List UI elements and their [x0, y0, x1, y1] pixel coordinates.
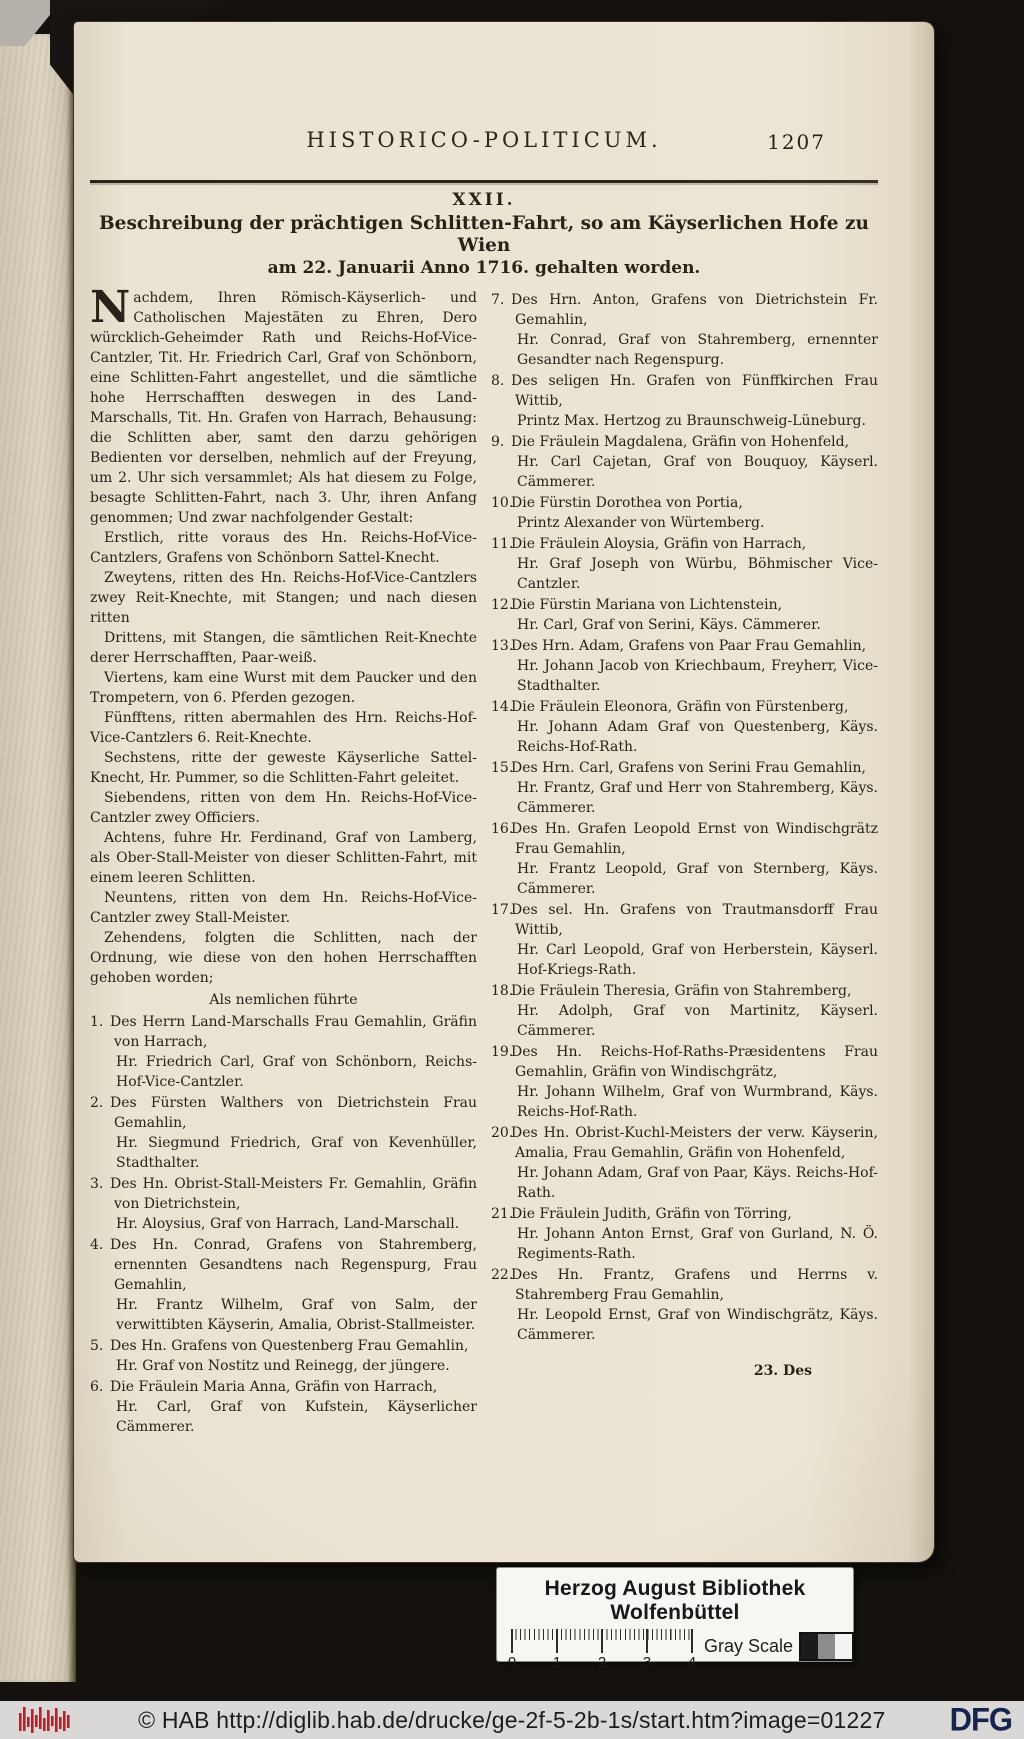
- section-number: XXII.: [452, 190, 516, 210]
- article-title-line2: am 22. Januarii Anno 1716. gehalten worden.: [267, 258, 701, 278]
- dfg-logo: DFG: [949, 1701, 1012, 1738]
- pair-number: 1.: [90, 1014, 104, 1030]
- pair-item: [491, 758, 878, 818]
- pair-item: [491, 1123, 878, 1203]
- pair-gentleman: Hr. Siegmund Friedrich, Graf von Kevenhüller, Stadthalter.: [116, 1135, 477, 1171]
- pair-gentleman: Hr. Carl, Graf von Serini, Käys. Cämmerer.: [517, 617, 821, 633]
- pair-number: 8.: [491, 373, 505, 389]
- pair-item: [90, 1093, 477, 1173]
- pair-item: [90, 1235, 477, 1335]
- pair-lady: Des Hn. Obrist-Stall-Meisters Fr. Gemahlin, Gräfin von Dietrichstein,: [110, 1176, 477, 1212]
- pair-number: 21.: [491, 1206, 514, 1222]
- ordinal-paragraph: Fünfftens, ritten abermahlen des Hrn. Reichs-Hof-Vice-Cantzlers 6. Reit-Knechte.: [90, 710, 477, 746]
- pair-item: [90, 1336, 477, 1376]
- header-rule: [90, 180, 878, 183]
- pair-item: [491, 432, 878, 492]
- right-column: [491, 288, 878, 1438]
- pair-gentleman: Hr. Johann Jacob von Kriechbaum, Freyherr, Vice-Stadthalter.: [517, 658, 878, 694]
- pair-gentleman: Printz Max. Hertzog zu Braunschweig-Lüneburg.: [517, 413, 866, 429]
- pair-item: [491, 1042, 878, 1122]
- pair-lady: Des Hn. Frantz, Grafens und Herrns v. Stahremberg Frau Gemahlin,: [511, 1267, 878, 1303]
- centimeter-ruler: [507, 1629, 697, 1671]
- pair-item: [491, 493, 878, 533]
- pair-lady: Des Hn. Grafen Leopold Ernst von Windischgrätz Frau Gemahlin,: [511, 821, 878, 857]
- pair-item: [491, 595, 878, 635]
- pair-item: [491, 371, 878, 431]
- pair-gentleman: Hr. Johann Adam, Graf von Paar, Käys. Reichs-Hof-Rath.: [517, 1165, 878, 1201]
- pair-item: [491, 636, 878, 696]
- pair-gentleman: Hr. Carl, Graf von Kufstein, Käyserlicher Cämmerer.: [116, 1399, 477, 1435]
- pair-lady: Die Fräulein Eleonora, Gräfin von Fürstenberg,: [511, 699, 849, 715]
- pair-gentleman: Hr. Leopold Ernst, Graf von Windischgrätz, Käys. Cämmerer.: [517, 1307, 878, 1343]
- pair-number: 18.: [491, 983, 514, 999]
- pair-lady: Des Herrn Land-Marschalls Frau Gemahlin, Gräfin von Harrach,: [110, 1014, 477, 1050]
- hab-logo-icon: [18, 1705, 74, 1735]
- pair-lady: Des Hrn. Carl, Grafens von Serini Frau Gemahlin,: [511, 760, 866, 776]
- pair-item: [491, 1265, 878, 1345]
- pair-lady: Des Hn. Obrist-Kuchl-Meisters der verw. Käyserin, Amalia, Frau Gemahlin, Gräfin von Hohenfeld,: [511, 1125, 878, 1161]
- pair-gentleman: Printz Alexander von Würtemberg.: [517, 515, 765, 531]
- ordinal-paragraph: Sechstens, ritte der geweste Käyserliche Sattel-Knecht, Hr. Pummer, so die Schlitten-Fahrt geleitet.: [90, 750, 477, 786]
- pair-number: 14.: [491, 699, 514, 715]
- pair-gentleman: Hr. Johann Wilhelm, Graf von Wurmbrand, Käys. Reichs-Hof-Rath.: [517, 1084, 878, 1120]
- pair-number: 9.: [491, 434, 505, 450]
- pair-gentleman: Hr. Conrad, Graf von Stahremberg, ernennter Gesandter nach Regenspurg.: [517, 332, 878, 368]
- article-title-line1: Beschreibung der prächtigen Schlitten-Fahrt, so am Käyserlichen Hofe zu Wien: [99, 213, 869, 256]
- gray-scale-patches: [799, 1632, 854, 1661]
- pair-lady: Des seligen Hn. Grafen von Fünffkirchen Frau Wittib,: [511, 373, 878, 409]
- pair-lady: Des Hn. Grafens von Questenberg Frau Gemahlin,: [110, 1338, 469, 1354]
- ordinal-paragraph: Neuntens, ritten von dem Hn. Reichs-Hof-Vice-Cantzler zwey Stall-Meister.: [90, 890, 477, 926]
- gray-scale-label: Gray Scale: [704, 1636, 794, 1656]
- pair-item: [491, 534, 878, 594]
- pair-item: [90, 1174, 477, 1234]
- page-header: [90, 128, 878, 158]
- ordinal-paragraph: Zweytens, ritten des Hn. Reichs-Hof-Vice-Cantzlers zwey Reit-Knechte, mit Stangen; und nach diesen ritten: [90, 570, 477, 626]
- pair-number: 20.: [491, 1125, 514, 1141]
- pair-item: [491, 900, 878, 980]
- footer-bar: [0, 1701, 1024, 1739]
- pair-number: 3.: [90, 1176, 104, 1192]
- article-title: [90, 213, 878, 279]
- pair-number: 7.: [491, 292, 505, 308]
- page-number: 1207: [767, 130, 826, 154]
- pair-item: [491, 697, 878, 757]
- left-column: [90, 282, 477, 1438]
- ordinal-paragraphs: [90, 528, 477, 988]
- pair-lady: Die Fräulein Judith, Gräfin von Törring,: [511, 1206, 792, 1222]
- pair-number: 2.: [90, 1095, 104, 1111]
- pair-number: 6.: [90, 1379, 104, 1395]
- book-page: [74, 22, 934, 1562]
- pair-number: 10.: [491, 495, 514, 511]
- pair-lady: Des Hn. Conrad, Grafens von Stahremberg, ernennten Gesandtens nach Regenspurg, Frau Gemahlin,: [110, 1237, 477, 1293]
- pair-lady: Die Fräulein Maria Anna, Gräfin von Harrach,: [110, 1379, 438, 1395]
- patch-gray: [818, 1634, 835, 1659]
- library-name: Herzog August Bibliothek Wolfenbüttel: [544, 1577, 806, 1624]
- pair-number: 11.: [491, 536, 514, 552]
- pair-number: 17.: [491, 902, 514, 918]
- pair-lady: Des Hrn. Adam, Grafens von Paar Frau Gemahlin,: [511, 638, 867, 654]
- drop-cap: N: [90, 282, 131, 333]
- pair-lady: Des Hn. Reichs-Hof-Raths-Præsidentens Frau Gemahlin, Gräfin von Windischgrätz,: [511, 1044, 878, 1080]
- pair-item: [491, 819, 878, 899]
- library-label: [497, 1568, 853, 1671]
- list-heading: Als nemlichen führte: [209, 992, 358, 1008]
- ordinal-paragraph: Viertens, kam eine Wurst mit dem Paucker und den Trompetern, von 6. Pferden gezogen.: [90, 670, 477, 706]
- pair-gentleman: Hr. Frantz Wilhelm, Graf von Salm, der verwittibten Käyserin, Amalia, Obrist-Stallmeister.: [116, 1297, 477, 1333]
- ruler-number: 0: [507, 1654, 517, 1671]
- ordinal-paragraph: Erstlich, ritte voraus des Hn. Reichs-Hof-Vice-Cantzlers, Grafens von Schönborn Sattel-Knecht.: [90, 530, 477, 566]
- copyright-url: © HAB http://diglib.hab.de/drucke/ge-2f-5-2b-1s/start.htm?image=01227: [138, 1706, 886, 1733]
- pair-item: [491, 981, 878, 1041]
- pair-lady: Die Fräulein Magdalena, Gräfin von Hohenfeld,: [511, 434, 850, 450]
- ordinal-paragraph: Siebendens, ritten von dem Hn. Reichs-Hof-Vice-Cantzler zwey Officiers.: [90, 790, 477, 826]
- pair-lady: Die Fräulein Theresia, Gräfin von Stahremberg,: [511, 983, 852, 999]
- pair-gentleman: Hr. Graf Joseph von Würbu, Böhmischer Vice-Cantzler.: [517, 556, 878, 592]
- pair-gentleman: Hr. Frantz Leopold, Graf von Sternberg, Käys. Cämmerer.: [517, 861, 878, 897]
- pair-gentleman: Hr. Aloysius, Graf von Harrach, Land-Marschall.: [116, 1216, 460, 1232]
- patch-white: [835, 1634, 852, 1659]
- adjacent-page-edge: [0, 34, 76, 1682]
- pair-lady: Die Fräulein Aloysia, Gräfin von Harrach,: [511, 536, 807, 552]
- pair-lady: Die Fürstin Dorothea von Portia,: [511, 495, 743, 511]
- ruler-number: 4: [687, 1654, 697, 1671]
- ruler-number: 3: [642, 1654, 652, 1671]
- pair-number: 13.: [491, 638, 514, 654]
- pair-item: [90, 1012, 477, 1092]
- pair-gentleman: Hr. Carl Leopold, Graf von Herberstein, Käyserl. Hof-Kriegs-Rath.: [517, 942, 878, 978]
- pair-item: [491, 1204, 878, 1264]
- pair-number: 12.: [491, 597, 514, 613]
- pair-gentleman: Hr. Frantz, Graf und Herr von Stahremberg, Käys. Cämmerer.: [517, 780, 878, 816]
- pair-lady: Des Fürsten Walthers von Dietrichstein Frau Gemahlin,: [110, 1095, 477, 1131]
- pairs-list-right: [491, 290, 878, 1345]
- pair-gentleman: Hr. Johann Adam Graf von Questenberg, Käys. Reichs-Hof-Rath.: [517, 719, 878, 755]
- pair-lady: Des Hrn. Anton, Grafens von Dietrichstein Fr. Gemahlin,: [511, 292, 878, 328]
- pair-lady: Die Fürstin Mariana von Lichtenstein,: [511, 597, 783, 613]
- pairs-list-left: [90, 1012, 477, 1437]
- intro-paragraph: [90, 282, 477, 528]
- pair-gentleman: Hr. Graf von Nostitz und Reinegg, der jüngere.: [116, 1358, 450, 1374]
- pair-item: [491, 290, 878, 370]
- text-columns: [90, 282, 878, 1438]
- catchword: 23. Des: [753, 1363, 812, 1379]
- ordinal-paragraph: Achtens, fuhre Hr. Ferdinand, Graf von Lamberg, als Ober-Stall-Meister von dieser Schlitten-Fahrt, mit einem leeren Schlitten.: [90, 830, 477, 886]
- pair-gentleman: Hr. Johann Anton Ernst, Graf von Gurland, N. Ö. Regiments-Rath.: [517, 1226, 878, 1262]
- pair-gentleman: Hr. Friedrich Carl, Graf von Schönborn, Reichs-Hof-Vice-Cantzler.: [116, 1054, 477, 1090]
- intro-text: achdem, Ihren Römisch-Käyserlich- und Catholischen Majestäten zu Ehren, Dero würcklich-Geheimder Rath und Reichs-Hof-Vice-Cantzler, Tit. Hr. Friedrich Carl, Graf von Schönborn, eine Schlitten-Fahrt angestellet, und die sämtliche hohe Herrschafften deswegen in des Land-Marschalls, Tit. Hn. Grafen von Harrach, Behausung: die Schlitten aber, samt den darzu gehörigen Bedienten vor derselben, nehmlich auf der Freyung, um 2. Uhr sich versammlet; Als hat diesem zu Folge, besagte Schlitten-Fahrt, nach 3. Uhr, ihren Anfang genommen; Und zwar nachfolgender Gestalt:: [90, 290, 477, 526]
- patch-black: [801, 1634, 818, 1659]
- ordinal-paragraph: Drittens, mit Stangen, die sämtlichen Reit-Knechte derer Herrschafften, Paar-weiß.: [90, 630, 477, 666]
- ruler-number: 2: [597, 1654, 607, 1671]
- pair-gentleman: Hr. Carl Cajetan, Graf von Bouquoy, Käyserl. Cämmerer.: [517, 454, 878, 490]
- pair-lady: Des sel. Hn. Grafens von Trautmansdorff Frau Wittib,: [511, 902, 878, 938]
- pair-gentleman: Hr. Adolph, Graf von Martinitz, Käyserl. Cämmerer.: [517, 1003, 878, 1039]
- pair-number: 4.: [90, 1237, 104, 1253]
- pair-item: [90, 1377, 477, 1437]
- pair-number: 16.: [491, 821, 514, 837]
- journal-title: HISTORICO-POLITICUM.: [306, 128, 662, 152]
- pair-number: 5.: [90, 1338, 104, 1354]
- ruler-number: 1: [552, 1654, 562, 1671]
- ordinal-paragraph: Zehendens, folgten die Schlitten, nach der Ordnung, wie diese von den hohen Herrschafften gehoben worden;: [90, 930, 477, 986]
- pair-number: 22.: [491, 1267, 514, 1283]
- pair-number: 15.: [491, 760, 514, 776]
- pair-number: 19.: [491, 1044, 514, 1060]
